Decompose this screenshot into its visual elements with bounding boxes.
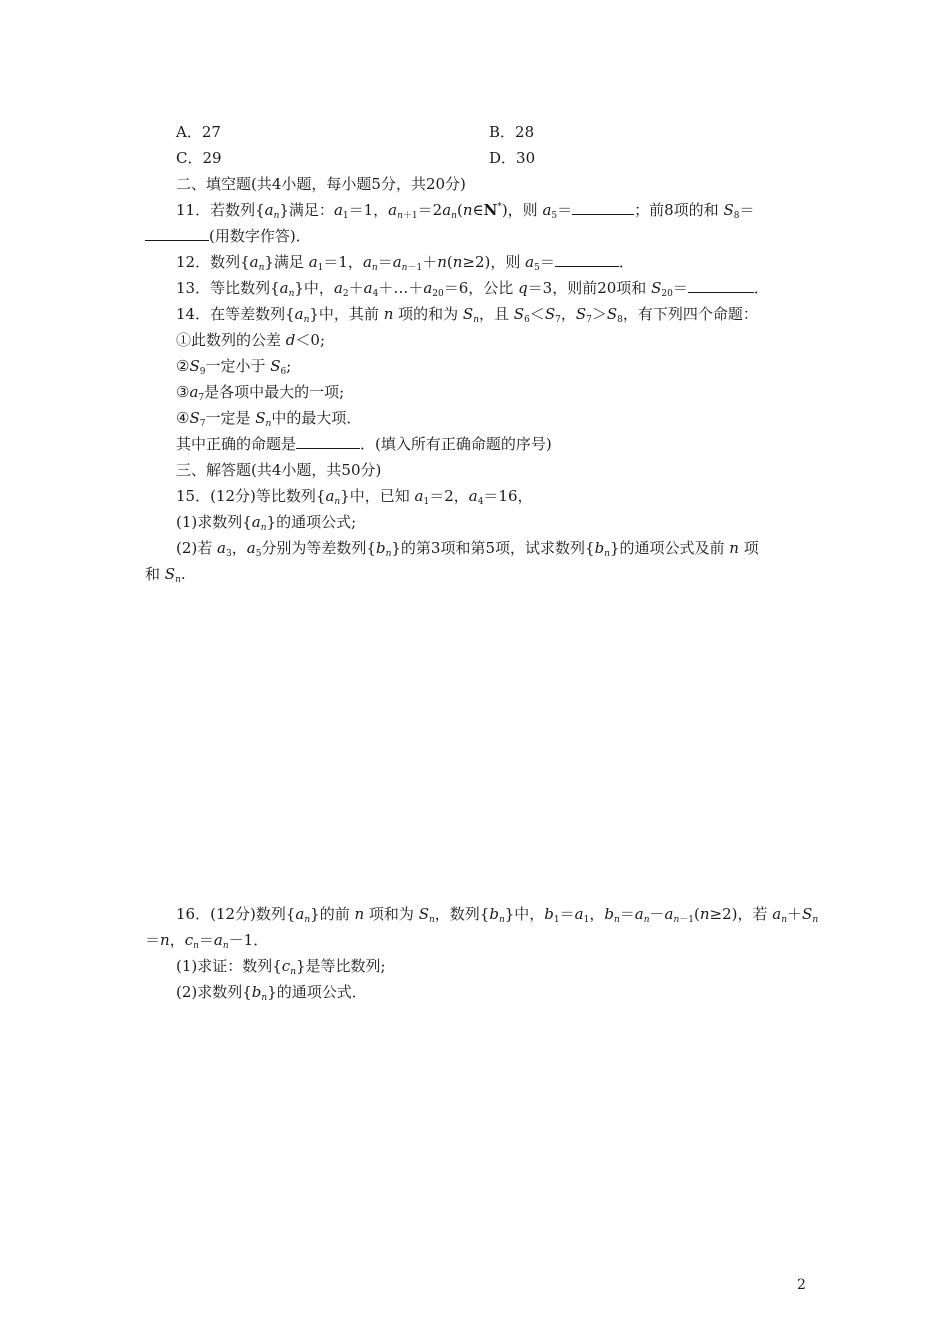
question-15: 15．(12分)等比数列$\{a_n\}$中，已知 $a_1=2$，$a_4=16$， [176,487,533,507]
question-13: 13．等比数列$\{a_n\}$中，$a_2+a_4+\dots+a_{20}=6$，公比 q＝3，则前20项和 $S_{20}=$ ． [176,279,769,299]
question-15-part-1: (1)求数列$\{a_n\}$的通项公式; [176,513,357,533]
question-14-option-4: $④S_7$一定是 $S_n$中的最大项． [176,409,362,429]
answer-blank-12[interactable] [555,252,619,267]
page-number: 2 [797,1277,806,1293]
question-15-part-2-line-2: 和 $S_n$. [145,565,186,585]
answer-blank-11b[interactable] [145,226,209,241]
question-14-option-2: $②S_9$一定小于 $S_6$; [176,357,292,377]
answer-blank-14[interactable] [296,434,360,449]
section-2-heading: 二、填空题(共4小题，每小题5分，共20分) [176,175,466,193]
choice-d: D．30 [489,149,536,167]
question-14-option-3: $③a_7$是各项中最大的一项; [176,383,345,403]
section-3-heading: 三、解答题(共4小题，共50分) [176,461,382,479]
question-16-line-1: 16．(12分)数列$\{a_n\}$的前 n 项和为 $S_n$，数列$\{b_n\}$中，$b_1=a_1$，$b_n=a_n-a_{n-1}(n\ge 2)$，若 $a_n+S_n$ [176,905,819,925]
question-14: 14．在等差数列$\{a_n\}$中，其前 n 项的和为 $S_n$，且 $S_6<S_7$，$S_7>S_8$，有下列四个命题： [176,305,758,325]
question-16-part-2: (2)求数列$\{b_n\}$的通项公式． [176,983,367,1003]
question-14-conclusion: 其中正确的命题是 ．(填入所有正确命题的序号) [176,435,552,453]
answer-blank-13[interactable] [688,278,754,293]
question-12: 12．数列$\{a_n\}$满足 $a_1=1$，$a_n=a_{n-1}+n(n\ge 2)$，则 $a_5=$ ． [176,253,634,273]
choice-a: A．27 [176,123,221,141]
choice-b: B．28 [489,123,535,141]
choice-c: C．29 [176,149,222,167]
question-14-option-1: ①此数列的公差 d＜0; [176,331,326,349]
question-11-line-2: (用数字作答)． [145,226,311,246]
answer-blank-11a[interactable] [572,200,634,215]
question-16-line-2: ＝n，$c_n=a_n-1$． [145,931,269,951]
question-16-part-1: (1)求证：数列$\{c_n\}$是等比数列; [176,957,386,977]
question-11-line-1: 11．若数列$\{a_n\}$满足：$a_1=1$，$a_{n+1}=2a_n(n\in N^*)$，则 $a_5=$ ；前8项的和 $S_8=$ [176,201,755,221]
question-15-part-2-line-1: (2)若 $a_3$，$a_5$分别为等差数列$\{b_n\}$的第3项和第5项，试求数列$\{b_n\}$的通项公式及前 n 项 [176,539,759,559]
